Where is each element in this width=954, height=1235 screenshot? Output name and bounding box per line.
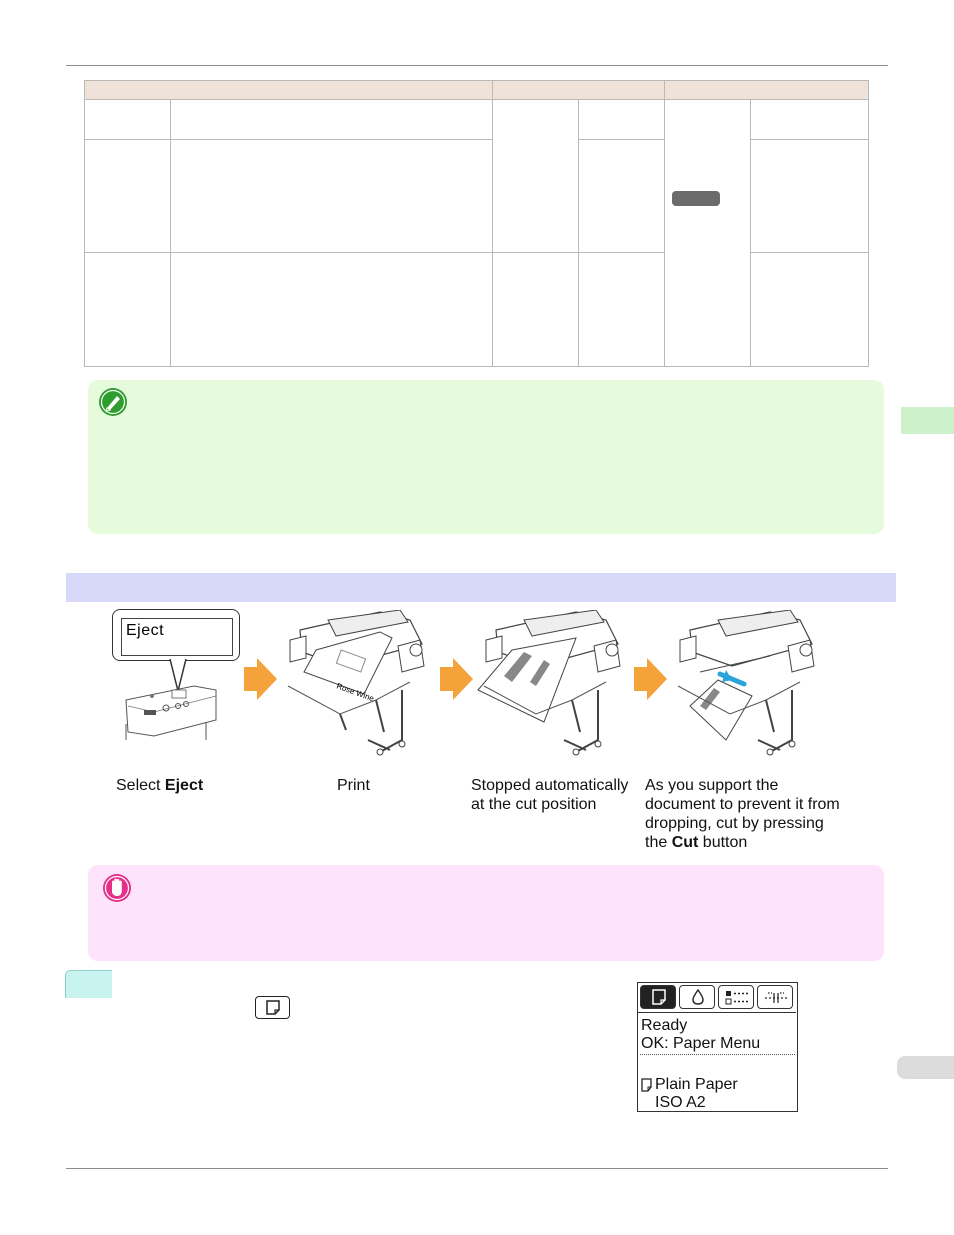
printer-cut-illustration — [670, 610, 830, 760]
page-tab[interactable] — [897, 1056, 954, 1079]
caption-line: at the cut position — [471, 796, 597, 813]
caption-line — [645, 833, 840, 852]
callout-text: Eject — [126, 622, 165, 639]
table-cell — [578, 252, 665, 367]
paper-icon — [652, 989, 666, 1005]
paper-button-icon — [255, 996, 290, 1019]
table-cell — [578, 99, 665, 140]
status-ready: Ready — [641, 1017, 688, 1034]
table-header-cell — [664, 80, 869, 100]
ink-drop-icon — [691, 989, 705, 1005]
arrow-stem — [440, 667, 454, 691]
table-header-cell — [84, 80, 493, 100]
control-panel-sketch — [120, 680, 220, 742]
eject-callout — [112, 609, 240, 661]
table-cell — [750, 252, 869, 367]
note-box — [88, 380, 884, 534]
table-cell — [170, 99, 493, 140]
top-rule — [66, 65, 888, 66]
display-tab-bar — [638, 983, 796, 1013]
table-cell — [170, 252, 493, 367]
display-window — [121, 618, 233, 656]
arrow-stem — [244, 667, 258, 691]
caption-line: dropping, cut by pressing — [645, 815, 824, 832]
printer-printing-illustration — [280, 610, 430, 760]
arrow-right-icon — [257, 658, 277, 700]
table-cell — [84, 139, 171, 253]
table-cell — [750, 99, 869, 140]
paper-icon — [641, 1078, 652, 1092]
arrow-right-icon — [453, 658, 473, 700]
caption-text: Print — [337, 777, 370, 794]
step-badge — [65, 970, 112, 998]
settings-table — [84, 80, 869, 367]
caption-line: document to prevent it from — [645, 796, 840, 813]
table-cell — [170, 139, 493, 253]
paper-size: ISO A2 — [655, 1094, 706, 1111]
caption-text: Select — [116, 777, 165, 794]
table-cell — [492, 252, 579, 367]
table-cell — [750, 139, 869, 253]
bottom-rule — [66, 1168, 888, 1169]
chapter-tab[interactable] — [901, 407, 954, 434]
caption-stopped — [471, 776, 628, 814]
table-cell — [84, 252, 171, 367]
pencil-note-icon — [98, 387, 128, 417]
separator — [640, 1054, 795, 1055]
caption-text: the — [645, 834, 672, 851]
caption-cut — [645, 776, 840, 852]
arrow-right-icon — [647, 658, 667, 700]
table-cell — [84, 99, 171, 140]
printer-label: Rose Wine — [335, 681, 376, 704]
caption-print — [337, 776, 370, 795]
table-cell — [578, 139, 665, 253]
caption-bold: Cut — [671, 834, 699, 851]
settings-grid-icon — [725, 990, 749, 1005]
table-header-cell — [492, 80, 665, 100]
section-heading-band — [66, 573, 896, 602]
caption-line: As you support the — [645, 777, 779, 794]
arrow-stem — [634, 667, 648, 691]
table-cell — [492, 99, 579, 253]
caption-select-eject — [116, 776, 203, 795]
tab-paper[interactable] — [640, 985, 676, 1009]
stop-hand-icon — [102, 873, 132, 903]
control-panel-display — [637, 982, 798, 1112]
tab-settings[interactable] — [718, 985, 754, 1009]
status-menu-hint: OK: Paper Menu — [641, 1035, 761, 1052]
caption-line: Stopped automatically — [471, 777, 629, 794]
button-badge — [672, 191, 720, 206]
caption-bold: Eject — [164, 777, 204, 794]
adjust-icon — [763, 990, 789, 1005]
tab-adjust[interactable] — [757, 985, 793, 1009]
tab-ink[interactable] — [679, 985, 715, 1009]
paper-type: Plain Paper — [655, 1076, 738, 1093]
printer-cut-position-illustration — [476, 610, 626, 760]
paper-icon — [266, 1000, 280, 1015]
table-cell — [664, 99, 751, 367]
important-box — [88, 865, 884, 961]
caption-text: button — [698, 834, 748, 851]
